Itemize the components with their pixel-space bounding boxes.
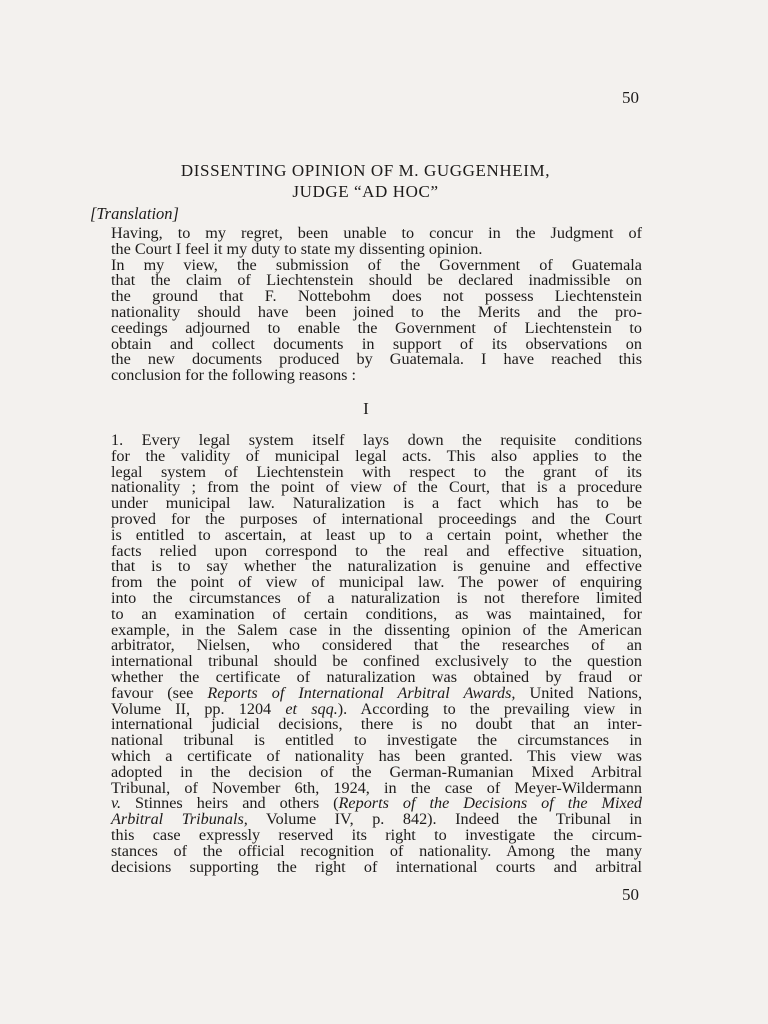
text-line: proved for the purposes of international proceedings and the Court xyxy=(111,509,642,528)
text-line: conclusion for the following reasons : xyxy=(111,366,357,385)
paragraph-2 xyxy=(90,255,642,385)
page-number-bottom: 50 xyxy=(622,885,639,904)
text-line: In my view, the submission of the Government of Guatemala xyxy=(111,255,642,274)
text-line: under municipal law. Naturalization is a fact which has to be xyxy=(111,494,642,513)
text-line: the ground that F. Nottebohm does not possess Liechtenstein xyxy=(111,287,642,306)
text-line: which a certificate of nationality has been granted. This view was xyxy=(111,746,642,765)
citation-italic: Reports of International Arbitral Awards, xyxy=(207,683,516,702)
text-line: whether the certificate of naturalization was obtained by fraud or xyxy=(111,667,642,686)
text-line: international tribunal should be confined exclusively to the question xyxy=(111,652,642,671)
text-line: example, in the Salem case in the dissenting opinion of the American xyxy=(111,620,642,639)
text-line: Having, to my regret, been unable to concur in the Judgment of xyxy=(111,224,642,242)
text-line: 1. Every legal system itself lays down the requisite conditions xyxy=(111,431,642,449)
text-line: international judicial decisions, there is no doubt that an inter- xyxy=(111,715,642,734)
text-line: to an examination of certain conditions, as was maintained, for xyxy=(111,604,642,623)
citation-italic: Reports of the Decisions of the Mixed xyxy=(338,794,642,813)
text-run: ). According to the prevailing view in xyxy=(337,699,642,718)
paragraph-1 xyxy=(90,226,642,258)
text-line: that is to say whether the naturalization is genuine and effective xyxy=(111,557,642,576)
page-number-top: 50 xyxy=(622,88,639,107)
citation-italic: v. xyxy=(111,794,122,813)
text-line: national tribunal is entitled to investigate the circumstances in xyxy=(111,731,642,750)
translation-label: [Translation] xyxy=(90,204,179,223)
text-run: Stinnes heirs and others ( xyxy=(121,794,339,813)
text-line: for the validity of municipal legal acts. This also applies to the xyxy=(111,446,642,465)
text-line: ceedings adjourned to enable the Government of Liechtenstein to xyxy=(111,318,642,337)
text-run: United Nations, xyxy=(515,683,643,702)
text-line: the Court I feel it my duty to state my dissenting opinion. xyxy=(111,239,483,258)
text-line: legal system of Liechtenstein with respect to the grant of its xyxy=(111,462,642,481)
intro-text xyxy=(90,226,642,384)
title-line-2: JUDGE “AD HOC” xyxy=(292,182,439,201)
text-line: arbitrator, Nielsen, who considered that the researches of an xyxy=(111,636,642,655)
text-line: is entitled to ascertain, at least up to a certain point, whether the xyxy=(111,525,642,544)
text-line: the new documents produced by Guatemala. I have reached this xyxy=(111,350,642,369)
text-line: this case expressly reserved its right to investigate the circum- xyxy=(111,825,642,844)
title-line-1: DISSENTING OPINION OF M. GUGGENHEIM, xyxy=(180,161,551,180)
text-line: stances of the official recognition of nationality. Among the many xyxy=(111,841,642,860)
text-line: Tribunal, of November 6th, 1924, in the case of Meyer-Wildermann xyxy=(111,778,642,797)
section-numeral: I xyxy=(363,399,369,418)
text-line: into the circumstances of a naturalization is not therefore limited xyxy=(111,588,642,607)
text-line: that the claim of Liechtenstein should be declared inadmissible on xyxy=(111,271,642,290)
text-line: from the point of view of municipal law. The power of enquiring xyxy=(111,573,642,592)
text-run: Volume IV, p. 842). Indeed the Tribunal in xyxy=(247,810,642,829)
text-run: Volume II, pp. 1204 xyxy=(111,699,286,718)
text-line: nationality should have been joined to the Merits and the pro- xyxy=(111,302,642,321)
text-run: favour (see xyxy=(111,683,208,702)
text-line: nationality ; from the point of view of the Court, that is a procedure xyxy=(111,478,642,497)
paragraph-3 xyxy=(90,433,642,875)
text-line: decisions supporting the right of international courts and arbitral xyxy=(111,857,642,876)
section-1-text xyxy=(90,433,642,875)
text-line: obtain and collect documents in support of its observations on xyxy=(111,334,642,353)
citation-italic: et sqq. xyxy=(285,699,338,718)
text-line: adopted in the decision of the German-Rumanian Mixed Arbitral xyxy=(111,762,642,781)
citation-italic: Arbitral Tribunals, xyxy=(111,810,248,829)
page-title xyxy=(88,160,643,202)
text-line: facts relied upon correspond to the real and effective situation, xyxy=(111,541,642,560)
